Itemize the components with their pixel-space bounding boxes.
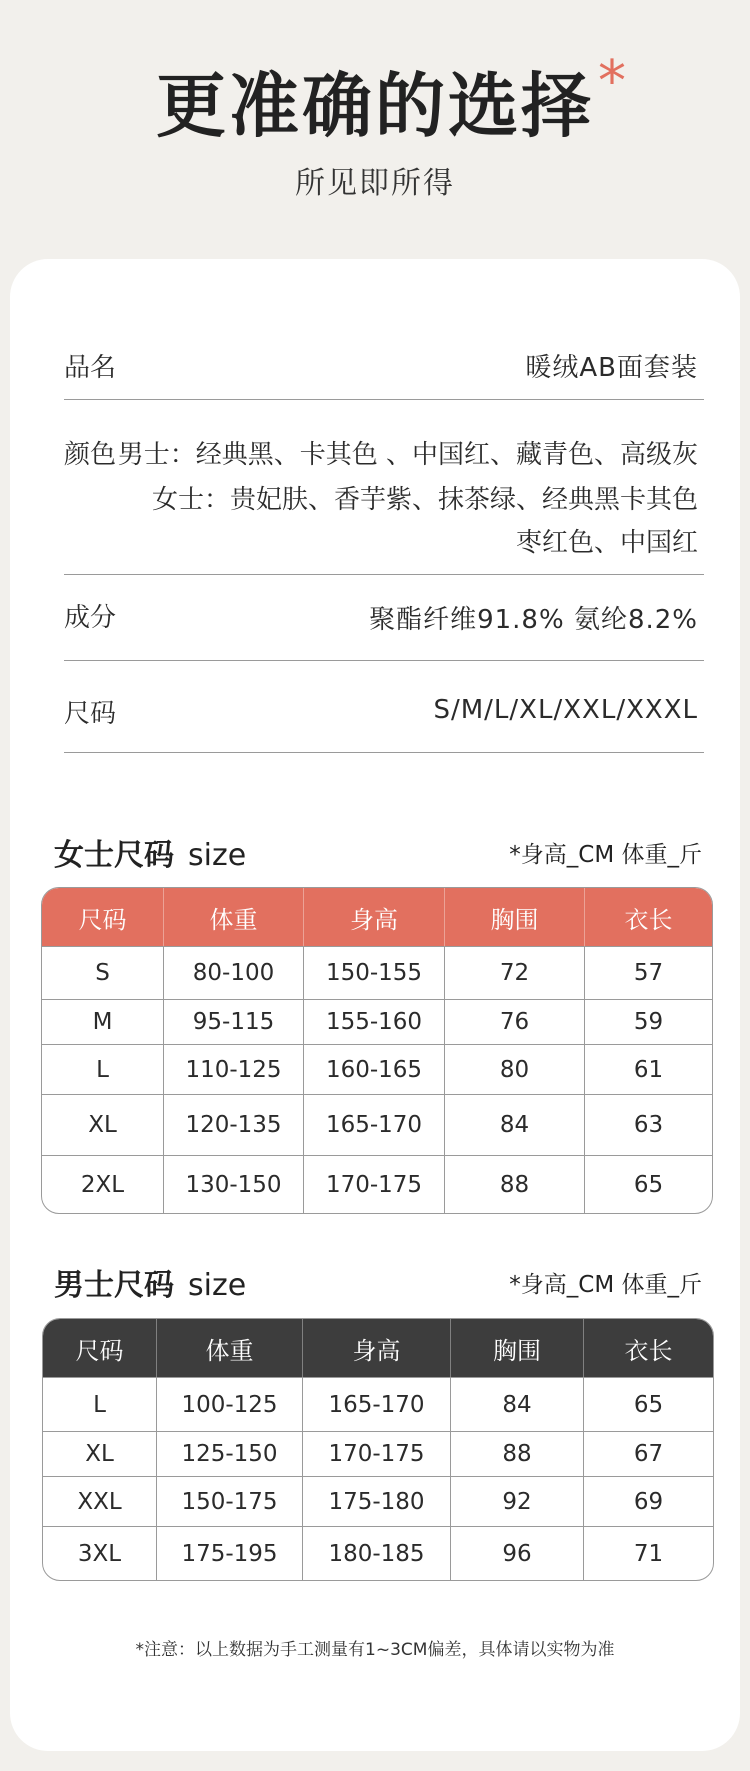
table-cell: 125-150 (157, 1431, 303, 1476)
header-length: 衣长 (584, 1319, 713, 1377)
table-cell: 150-155 (304, 946, 445, 999)
table-cell: 170-175 (304, 1155, 445, 1213)
header-weight: 体重 (157, 1319, 303, 1377)
table-cell: 100-125 (157, 1377, 303, 1431)
table-cell: M (42, 999, 164, 1044)
table-cell: XXL (43, 1476, 157, 1526)
men-size-title-en: size (188, 1268, 247, 1303)
size-value: S/M/L/XL/XXL/XXXL (433, 695, 698, 725)
table-row (43, 1431, 713, 1476)
table-header-row (42, 888, 712, 946)
color-row (64, 400, 704, 575)
table-cell: L (43, 1377, 157, 1431)
table-cell: S (42, 946, 164, 999)
table-cell: 61 (585, 1044, 712, 1094)
table-cell: 165-170 (304, 1094, 445, 1155)
table-row (42, 946, 712, 999)
table-cell: 95-115 (164, 999, 304, 1044)
table-cell: 150-175 (157, 1476, 303, 1526)
page-title: 更准确的选择 (156, 65, 594, 147)
table-row (42, 1044, 712, 1094)
men-size-heading (54, 1260, 246, 1304)
header-size: 尺码 (42, 888, 164, 946)
table-row (43, 1526, 713, 1580)
table-cell: 67 (584, 1431, 713, 1476)
table-cell: 57 (585, 946, 712, 999)
table-cell: 175-195 (157, 1526, 303, 1580)
product-name-value: 暖绒AB面套装 (525, 353, 698, 383)
women-size-title-en: size (188, 838, 247, 873)
color-women-extra: 枣红色、中国红 (515, 528, 698, 558)
men-size-note: *身高_CM 体重_斤 (509, 1272, 702, 1298)
color-label: 颜色 (64, 440, 117, 470)
table-cell: 84 (445, 1094, 585, 1155)
color-men: 男士：经典黑、卡其色 、中国红、藏青色、高级灰 (117, 440, 698, 470)
table-cell: 80-100 (164, 946, 304, 999)
header-height: 身高 (303, 1319, 451, 1377)
table-cell: 3XL (43, 1526, 157, 1580)
women-size-title: 女士尺码 (54, 838, 174, 873)
table-cell: 88 (445, 1155, 585, 1213)
table-cell: 63 (585, 1094, 712, 1155)
header-length: 衣长 (585, 888, 712, 946)
product-name-row (64, 309, 704, 400)
table-cell: 80 (445, 1044, 585, 1094)
material-row (64, 575, 704, 661)
table-cell: 155-160 (304, 999, 445, 1044)
table-cell: 88 (451, 1431, 584, 1476)
women-size-note: *身高_CM 体重_斤 (509, 842, 702, 868)
header-weight: 体重 (164, 888, 304, 946)
table-row (42, 999, 712, 1044)
table-cell: XL (42, 1094, 164, 1155)
page-subtitle: 所见即所得 (295, 166, 455, 201)
men-size-table (42, 1318, 714, 1581)
material-value: 聚酯纤维91.8% 氨纶8.2% (369, 605, 698, 635)
table-cell: 65 (584, 1377, 713, 1431)
men-size-title: 男士尺码 (54, 1268, 174, 1303)
table-row (42, 1155, 712, 1213)
table-cell: 160-165 (304, 1044, 445, 1094)
table-cell: 110-125 (164, 1044, 304, 1094)
table-header-row (43, 1319, 713, 1377)
table-cell: 96 (451, 1526, 584, 1580)
color-women: 女士：贵妃肤、香芋紫、抹茶绿、经典黑卡其色 (151, 485, 698, 515)
table-cell: 175-180 (303, 1476, 451, 1526)
table-cell: 120-135 (164, 1094, 304, 1155)
product-name-label: 品名 (64, 353, 117, 383)
table-cell: 165-170 (303, 1377, 451, 1431)
women-size-table (41, 887, 713, 1214)
table-cell: 84 (451, 1377, 584, 1431)
table-row (43, 1476, 713, 1526)
header-height: 身高 (304, 888, 445, 946)
table-cell: 76 (445, 999, 585, 1044)
table-row (43, 1377, 713, 1431)
header-chest: 胸围 (445, 888, 585, 946)
table-cell: 130-150 (164, 1155, 304, 1213)
table-cell: L (42, 1044, 164, 1094)
asterisk-mark: * (598, 49, 626, 114)
table-cell: XL (43, 1431, 157, 1476)
table-cell: 65 (585, 1155, 712, 1213)
table-cell: 71 (584, 1526, 713, 1580)
table-cell: 72 (445, 946, 585, 999)
size-label: 尺码 (64, 699, 117, 729)
page-header (0, 0, 750, 240)
header-chest: 胸围 (451, 1319, 584, 1377)
table-cell: 180-185 (303, 1526, 451, 1580)
table-cell: 170-175 (303, 1431, 451, 1476)
table-row (42, 1094, 712, 1155)
table-cell: 2XL (42, 1155, 164, 1213)
footer-note: *注意：以上数据为手工测量有1~3CM偏差，具体请以实物为准 (135, 1640, 615, 1660)
material-label: 成分 (64, 603, 117, 633)
size-row (64, 661, 704, 753)
header-size: 尺码 (43, 1319, 157, 1377)
table-cell: 69 (584, 1476, 713, 1526)
table-cell: 59 (585, 999, 712, 1044)
table-cell: 92 (451, 1476, 584, 1526)
women-size-heading (54, 830, 246, 874)
